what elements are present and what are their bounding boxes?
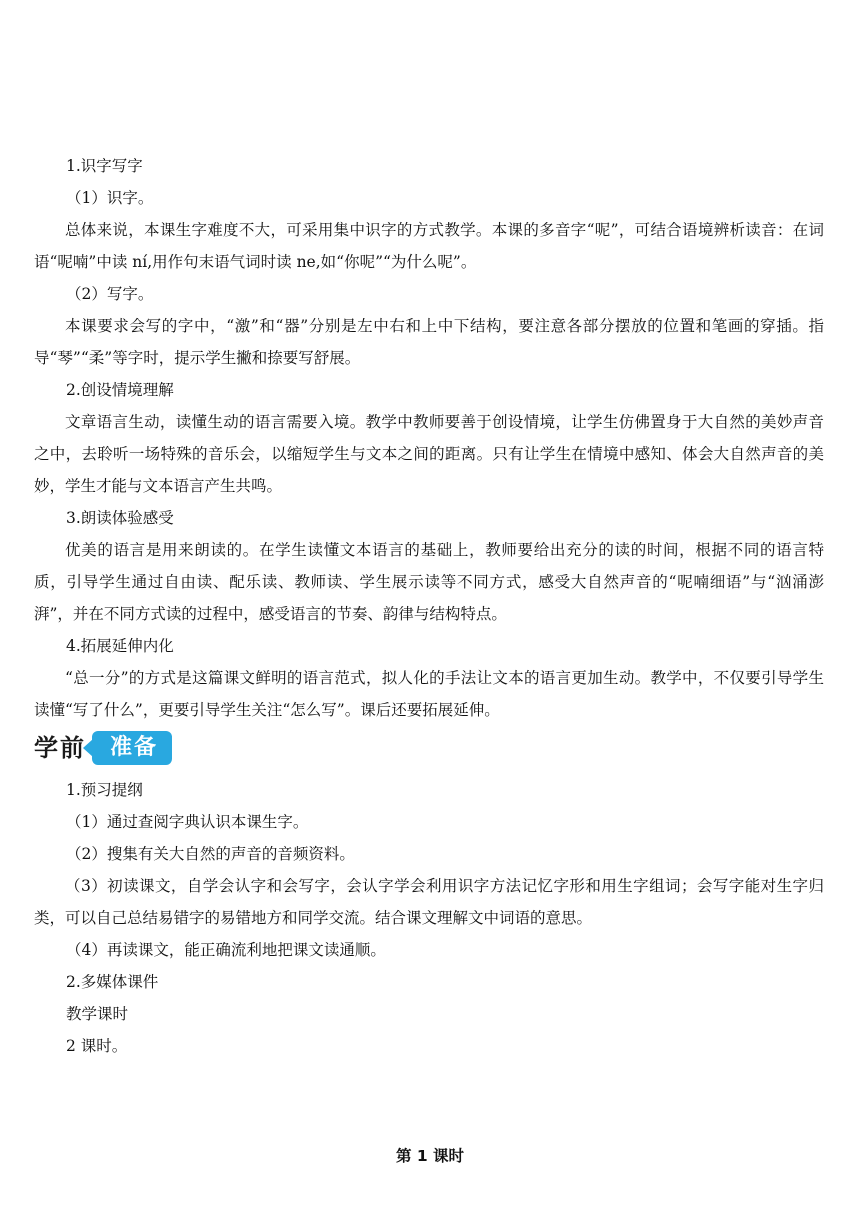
paragraph-recognize: 总体来说，本课生字难度不大，可采用集中识字的方式教学。本课的多音字“呢”，可结合语境辨析读音：在词语“呢喃”中读 ní,用作句末语气词时读 ne,如“你呢”“为什么呢”。 <box>34 221 824 271</box>
preview-item-4: （4）再读课文，能正确流利地把课文读通顺。 <box>66 941 386 959</box>
paragraph-write: 本课要求会写的字中，“激”和“器”分别是左中右和上中下结构，要注意各部分摆放的位置和笔画的穿插。指导“琴”“柔”等字时，提示学生撇和捺要写舒展。 <box>34 317 824 367</box>
teaching-hours-label: 教学课时 <box>66 1005 129 1023</box>
subheading-write: （2）写字。 <box>66 285 154 303</box>
paragraph-situation: 文章语言生动，读懂生动的语言需要入境。教学中教师要善于创设情境，让学生仿佛置身于大自然的美妙声音之中，去聆听一场特殊的音乐会，以缩短学生与文本之间的距离。只有让学生在情境中感知、体会大自然声音的美妙，学生才能与文本语言产生共鸣。 <box>34 413 824 495</box>
content-body <box>34 150 824 1062</box>
banner-label-right: 准备 <box>92 731 172 765</box>
preview-item-1: （1）通过查阅字典认识本课生字。 <box>66 813 309 831</box>
preview-item-3: （3）初读课文，自学会认字和会写字，会认字学会利用识字方法记忆字形和用生字组词；会写字能对生字归类，可以自己总结易错字的易错地方和同学交流。结合课文理解文中词语的意思。 <box>34 877 824 927</box>
paragraph-extension: “总一分”的方式是这篇课文鲜明的语言范式，拟人化的手法让文本的语言更加生动。教学中，不仅要引导学生读懂“写了什么”，更要引导学生关注“怎么写”。课后还要拓展延伸。 <box>34 669 824 719</box>
pre-study-banner <box>34 728 824 768</box>
section-heading-extension: 4.拓展延伸内化 <box>66 637 174 655</box>
section-heading-preview: 1.预习提纲 <box>66 781 143 799</box>
section-heading-literacy: 1.识字写字 <box>66 157 143 175</box>
subheading-recognize: （1）识字。 <box>66 189 154 207</box>
paragraph-reading: 优美的语言是用来朗读的。在学生读懂文本语言的基础上，教师要给出充分的读的时间，根据不同的语言特质，引导学生通过自由读、配乐读、教师读、学生展示读等不同方式，感受大自然声音的“呢喃细语”与“汹涌澎湃”，并在不同方式读的过程中，感受语言的节奏、韵律与结构特点。 <box>34 541 824 623</box>
preview-item-2: （2）搜集有关大自然的声音的音频资料。 <box>66 845 355 863</box>
section-heading-multimedia: 2.多媒体课件 <box>66 973 159 991</box>
section-heading-reading: 3.朗读体验感受 <box>66 509 174 527</box>
teaching-hours-value: 2 课时。 <box>66 1037 128 1055</box>
banner-label-left: 学前 <box>34 734 86 762</box>
lesson-title: 第 1 课时 <box>395 1147 465 1165</box>
section-heading-situation: 2.创设情境理解 <box>66 381 174 399</box>
